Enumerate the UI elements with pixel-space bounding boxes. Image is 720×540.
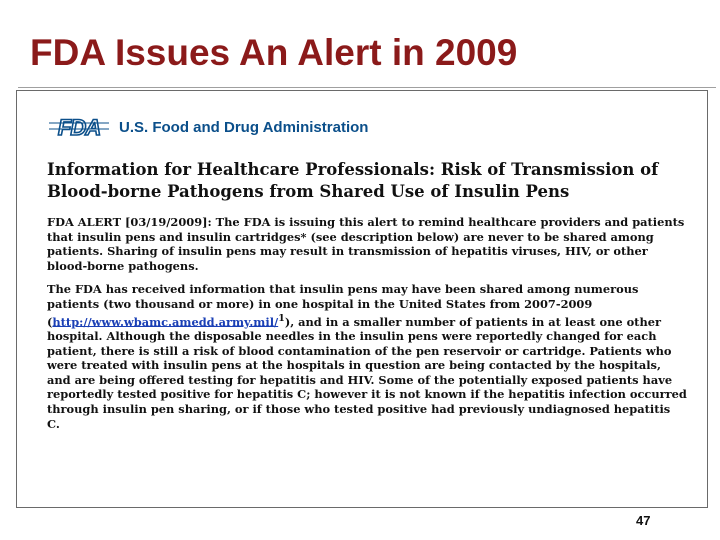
paragraph-text-end: ), and in a smaller number of patients in at least one other hospital. Although the disposable needles in the insulin pens were reportedly changed for each patient, there is still a risk of blood contamination of the pen reservoir or cartridge. Patients who were treated with insulin pens at the hospitals in question are being contacted by the hospitals, and are being offered testing for hepatitis and HIV. Some of the potentially exposed patients have reportedly tested positive for hepatitis C; however it is not known if the hepatitis infection occurred through insulin pen sharing, or if those who tested positive had previously undiagnosed hepatitis C. xyxy=(47,314,687,431)
page-number: 47 xyxy=(636,513,651,528)
title-divider xyxy=(18,87,716,88)
information-paragraph xyxy=(47,282,687,431)
agency-header xyxy=(47,111,687,143)
footnote-marker: 1 xyxy=(278,312,285,324)
svg-text:FDA: FDA xyxy=(57,115,101,139)
agency-name: U.S. Food and Drug Administration xyxy=(119,118,369,136)
paragraph-text-start: The FDA has received information that insulin pens may have been shared among numerous patients (two thousand or more) in one hospital in the United States from 2007-2009 ( xyxy=(47,282,639,329)
fda-alert-document xyxy=(47,111,687,431)
slide-title: FDA Issues An Alert in 2009 xyxy=(30,32,518,73)
fda-logo-icon xyxy=(47,115,111,139)
alert-paragraph: FDA ALERT [03/19/2009]: The FDA is issuing this alert to remind healthcare providers and patients that insulin pens and insulin cartridges* (see description below) are never to be shared among patients. Sharing of insulin pens may result in transmission of hepatitis viruses, HIV, or other blood-borne pathogens. xyxy=(47,215,685,273)
hospital-website-link[interactable]: http://www.wbamc.amedd.army.mil/ xyxy=(52,314,279,329)
document-title: Information for Healthcare Professionals: Risk of Transmission of Blood-borne Pathogens from Shared Use of Insulin Pens xyxy=(47,160,659,201)
document-screenshot xyxy=(16,90,708,508)
